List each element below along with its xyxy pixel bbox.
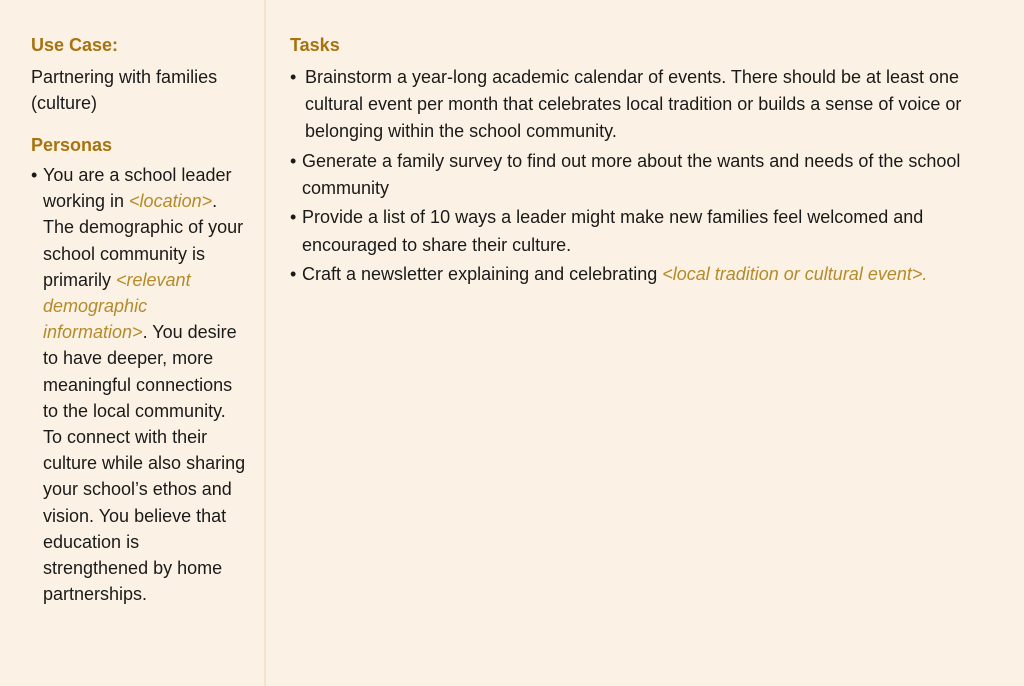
task-item bbox=[290, 261, 984, 288]
task-item bbox=[290, 204, 984, 258]
bullet-icon: • bbox=[290, 67, 297, 87]
bullet-icon: • bbox=[31, 165, 38, 185]
demographic-placeholder: <relevant demographic information> bbox=[43, 269, 191, 343]
bullet-icon: • bbox=[290, 150, 297, 171]
task-text: Brainstorm a year-long academic calendar of events. There should be at least one cultural event per month that celebrates local tradition or builds a sense of voice or belonging within the school community. bbox=[305, 67, 962, 142]
location-placeholder: <location> bbox=[129, 191, 213, 212]
bullet-icon: • bbox=[290, 207, 297, 228]
left-column bbox=[0, 0, 266, 686]
tradition-placeholder: <local tradition or cultural event>. bbox=[662, 263, 928, 284]
persona-text-3: . You desire to have deeper, more meaningful connections to the local community. To connect with their culture while also sharing your school’s ethos and vision. You believe that education is strengthened by home partnerships. bbox=[43, 322, 246, 605]
persona-text-1: You are a school leader working in bbox=[43, 165, 232, 212]
use-case-heading: Use Case: bbox=[31, 35, 119, 55]
task-text: Craft a newsletter explaining and celebrating bbox=[302, 263, 663, 284]
bullet-icon: • bbox=[290, 263, 297, 284]
right-column bbox=[268, 0, 1024, 686]
personas-heading: Personas bbox=[31, 135, 113, 155]
task-item bbox=[290, 148, 984, 202]
use-case-value: Partnering with families (culture) bbox=[31, 67, 218, 113]
task-item bbox=[290, 64, 984, 146]
tasks-heading: Tasks bbox=[290, 35, 340, 55]
tasks-list bbox=[290, 64, 984, 288]
persona-text-2: . The demographic of your school community is primarily bbox=[43, 191, 244, 290]
personas-list bbox=[31, 162, 249, 607]
task-text: Provide a list of 10 ways a leader might make new families feel welcomed and encouraged to share their culture. bbox=[302, 207, 924, 255]
persona-item bbox=[31, 162, 249, 607]
task-text: Generate a family survey to find out more about the wants and needs of the school community bbox=[302, 150, 961, 198]
